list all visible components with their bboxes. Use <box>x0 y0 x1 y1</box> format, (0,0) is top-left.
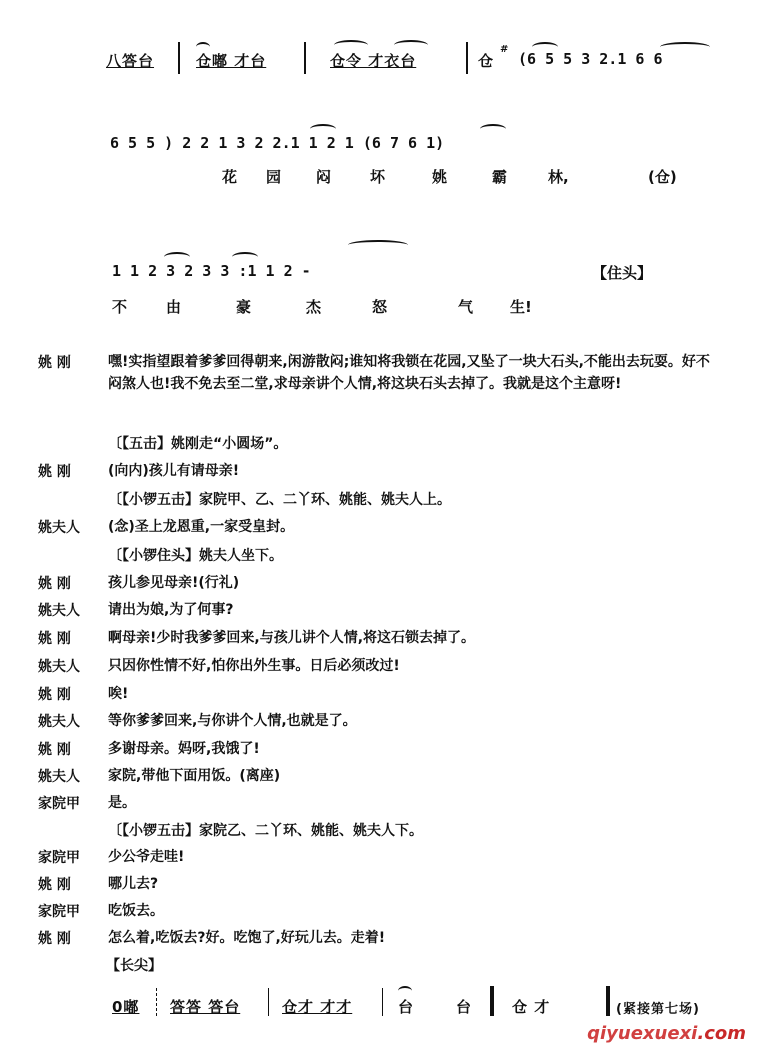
speech-text: 嘿!实指望跟着爹爹回得朝来,闲游散闷;谁知将我锁在花园,又坠了一块大石头,不能出去玩耍。好不闷煞人也!我不免去至二堂,求母亲讲个人情,将这块石头去掉了。我就是这个主意呀! <box>108 354 710 392</box>
speech-text: 吃饭去。 <box>108 903 164 919</box>
speaker-label: 姚 刚 <box>38 877 71 893</box>
lyric: 生! <box>510 298 532 316</box>
repeat-bar <box>606 986 610 1016</box>
speech-text: 是。 <box>108 795 136 811</box>
speaker-label: 姚 刚 <box>38 742 71 758</box>
score-tag: 【住头】 <box>592 264 653 282</box>
slur <box>348 240 408 250</box>
speaker-label: 家院甲 <box>38 904 80 920</box>
lyric: 豪 <box>236 298 252 316</box>
continuation-note: (紧接第七场) <box>616 1002 700 1017</box>
sharp-mark: # <box>500 44 510 55</box>
stage-direction: 〔【五击】姚刚走“小圆场”。 <box>108 436 288 452</box>
stage-direction: 〔【小锣五击】家院乙、二丫环、姚能、姚夫人下。 <box>108 823 423 839</box>
lyric: 不 <box>112 298 128 316</box>
speaker-label: 姚夫人 <box>38 659 80 675</box>
speaker-label: 家院甲 <box>38 796 80 812</box>
slur <box>480 124 506 134</box>
percussion-seg-2: 答答 答台 <box>170 998 241 1016</box>
speech-text: (向内)孩儿有请母亲! <box>108 463 240 479</box>
slur <box>394 40 428 50</box>
speech-text: 多谢母亲。妈呀,我饿了! <box>108 741 260 757</box>
percussion-seg-3: 仓令 才衣台 <box>330 52 417 70</box>
lyric: 花 <box>222 168 238 186</box>
lyric: 杰 <box>306 298 322 316</box>
percussion-seg-6: 仓 才 <box>512 998 551 1016</box>
speaker-label: 姚夫人 <box>38 769 80 785</box>
speaker-label: 姚 刚 <box>38 631 71 647</box>
bar-line <box>156 988 158 1016</box>
bar-line <box>178 42 180 74</box>
stage-direction: 〔【小锣住头】姚夫人坐下。 <box>108 548 283 564</box>
percussion-seg-3: 仓才 才才 <box>282 998 353 1016</box>
speaker-label: 家院甲 <box>38 850 80 866</box>
slur <box>164 252 190 262</box>
jianpu-line-2: 6 5 5 ) 2 2 1 3 2 2.1 1 2 1 (6 7 6 1) <box>110 134 445 152</box>
slur <box>660 42 710 52</box>
slur <box>310 124 336 134</box>
speech-text: 怎么着,吃饭去?好。吃饱了,好玩儿去。走着! <box>108 930 386 946</box>
jianpu-line-3: 1 1 2 3 2 3 3 :1 1 2 - <box>112 262 311 280</box>
lyric: 霸 <box>492 168 508 186</box>
speaker-label: 姚 刚 <box>38 931 71 947</box>
speaker-label: 姚 刚 <box>38 464 71 480</box>
bar-line <box>382 988 383 1016</box>
speech-text: 等你爹爹回来,与你讲个人情,也就是了。 <box>108 713 357 729</box>
slur <box>232 252 258 262</box>
repeat-bar <box>490 986 494 1016</box>
bar-line <box>304 42 306 74</box>
speaker-label: 姚 刚 <box>38 687 71 703</box>
lyric: 姚 <box>432 168 448 186</box>
percussion-seg-2: 仓嘟 才台 <box>196 52 267 70</box>
speaker-label: 姚 刚 <box>38 576 71 592</box>
percussion-seg-4: 仓 <box>478 52 495 70</box>
stage-direction: 【长尖】 <box>106 958 162 974</box>
speech-text: 请出为娘,为了何事? <box>108 602 234 618</box>
stage-direction: 〔【小锣五击】家院甲、乙、二丫环、姚能、姚夫人上。 <box>108 492 451 508</box>
slur <box>334 40 368 50</box>
jianpu-line-1: (6 5 5 3 2.1 6 6 <box>518 50 663 68</box>
speaker-label: 姚夫人 <box>38 520 80 536</box>
speaker-label: 姚夫人 <box>38 714 80 730</box>
lyric: 林, <box>548 168 569 186</box>
bar-line <box>268 988 269 1016</box>
speech-text: 哪儿去? <box>108 876 159 892</box>
lyric: 怒 <box>372 298 388 316</box>
speaker-label: 姚 刚 <box>38 355 71 371</box>
lyric: 气 <box>458 298 474 316</box>
percussion-seg-1: 0嘟 <box>112 998 140 1016</box>
speaker-label: 姚夫人 <box>38 603 80 619</box>
slur <box>532 42 558 52</box>
percussion-seg-4: 台 <box>398 998 415 1016</box>
speech-text: 唉! <box>108 686 129 702</box>
speech-text: 少公爷走哇! <box>108 849 185 865</box>
percussion-seg-5: 台 <box>456 998 473 1016</box>
speech-text: (念)圣上龙恩重,一家受皇封。 <box>108 519 295 535</box>
slur <box>398 986 412 996</box>
lyric: 由 <box>166 298 182 316</box>
site-watermark: qiyuexuexi.com <box>587 1023 746 1044</box>
lyric: 闷 <box>316 168 332 186</box>
slur <box>196 42 210 52</box>
percussion-seg-1: 八答台 <box>106 52 155 70</box>
speech-text: 只因你性情不好,怕你出外生事。日后必须改过! <box>108 658 400 674</box>
bar-line <box>466 42 468 74</box>
lyric-end-mark: (仓) <box>648 168 677 186</box>
lyric: 坏 <box>370 168 386 186</box>
speech-text: 啊母亲!少时我爹爹回来,与孩儿讲个人情,将这石锁去掉了。 <box>108 630 476 646</box>
speech-text: 家院,带他下面用饭。(离座) <box>108 768 281 784</box>
speech-text: 孩儿参见母亲!(行礼) <box>108 575 240 591</box>
lyric: 园 <box>266 168 282 186</box>
